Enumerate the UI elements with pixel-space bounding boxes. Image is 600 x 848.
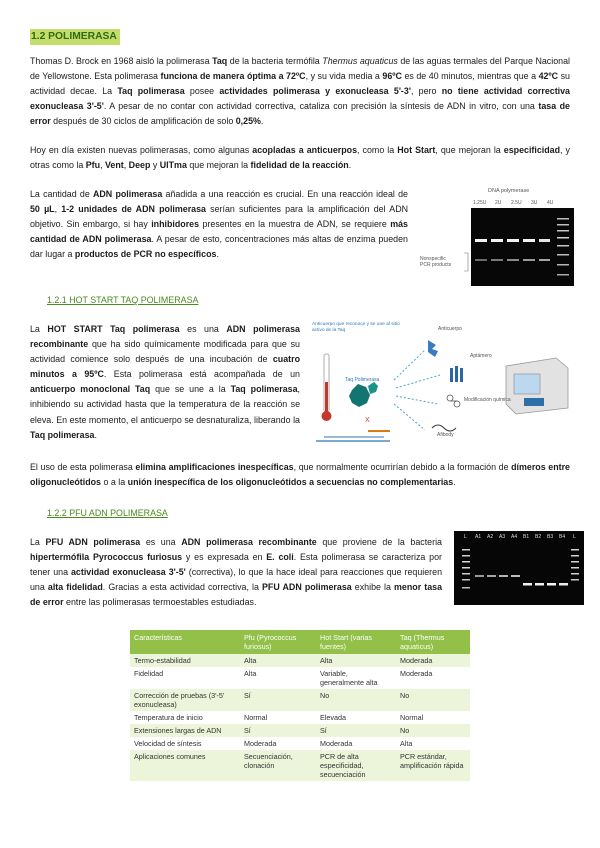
table-cell: Alta [240, 667, 316, 689]
diagram-label-chemical: Modificación química [464, 397, 511, 403]
paragraph-polymerase-amount: La cantidad de ADN polimerasa añadida a una reacción es crucial. En una reacción ideal de 50 µL, 1-2 unidades de ADN polimerasa serían suficientes para la amplificación del ADN objetivo. Sin embargo, si hay inhibidores presentes en la muestra de ADN, se requiere más cantidad de ADN polimerasa. A pesar de esto, concentraciones más altas de enzima pueden dar lugar a productos de PCR no específicos. [30, 189, 409, 260]
gel-title: DNA polymerase [488, 188, 530, 194]
gel-lane-label: 2U [495, 200, 502, 206]
diagram-label-aptamer: Aptámero [470, 353, 492, 359]
bracket-icon [463, 252, 472, 272]
subheading-pfu: 1.2.2 PFU ADN POLIMERASA [47, 508, 168, 518]
gel-lane-label: A1 [475, 534, 482, 540]
table-row [130, 750, 470, 781]
gel-lane-label: B3 [547, 534, 554, 540]
table-cell: No [396, 689, 470, 711]
table-cell: Normal [396, 711, 470, 724]
table-cell: Fidelidad [130, 667, 240, 689]
table-cell: Sí [316, 724, 396, 737]
table-row [130, 737, 470, 750]
table-cell: Aplicaciones comunes [130, 750, 240, 781]
gel-photo [471, 208, 574, 286]
diagram-label-antibody: Anticuerpo [438, 326, 462, 332]
table-cell: Moderada [396, 654, 470, 667]
gel-lane-label: 1.25U [473, 200, 487, 206]
gel-lane-label: A4 [511, 534, 518, 540]
section-heading-polimerasa: 1.2 POLIMERASA [30, 29, 120, 45]
table-cell: Alta [396, 737, 470, 750]
table-cell: Alta [240, 654, 316, 667]
gel-lane-label: A2 [487, 534, 494, 540]
paragraph-modern-polymerases: Hoy en día existen nuevas polimerasas, como algunas acopladas a anticuerpos, como la Hot Start, que mejoran la especificidad, y otras como la Pfu, Vent, Deep y UlTma que mejoran la fidelidad de la reacción. [30, 145, 570, 171]
gel-lane-label: 2.5U [511, 200, 522, 206]
table-cell: Variable, generalmente alta [316, 667, 396, 689]
table-row [130, 689, 470, 711]
table-row [130, 654, 470, 667]
svg-text:X: X [365, 417, 370, 424]
gel-photo-pfu [454, 531, 584, 605]
gel-lane-label: B2 [535, 534, 542, 540]
table-header-cell: Hot Start (varias fuentes) [316, 630, 396, 654]
diagram-label-affibody: Afibody [437, 432, 454, 438]
table-cell: Velocidad de síntesis [130, 737, 240, 750]
subheading-hot-start: 1.2.1 HOT START TAQ POLIMERASA [47, 295, 199, 305]
gel-side-label: Nonspecific [420, 256, 446, 262]
table-row [130, 724, 470, 737]
diagram-illustration [310, 340, 578, 446]
table-header-cell: Taq (Thermus aquaticus) [396, 630, 470, 654]
gel-lane-label: L [464, 534, 467, 540]
comparison-table [130, 630, 470, 781]
table-row [130, 711, 470, 724]
table-cell: Secuenciación, clonación [240, 750, 316, 781]
table-cell: No [396, 724, 470, 737]
gel-lane-label: B1 [523, 534, 530, 540]
table-cell: Temperatura de inicio [130, 711, 240, 724]
taq-label: Taq Polimerasa [345, 377, 380, 383]
gel-lane-label: L [573, 534, 576, 540]
table-header-cell: Características [130, 630, 240, 654]
table-cell: Moderada [396, 667, 470, 689]
table-cell: PCR de alta especificidad, secuenciación [316, 750, 396, 781]
table-cell: No [316, 689, 396, 711]
table-cell: Moderada [240, 737, 316, 750]
table-header-cell: Pfu (Pyrococcus furiosus) [240, 630, 316, 654]
gel-side-label: PCR products [420, 262, 452, 268]
table-cell: Alta [316, 654, 396, 667]
diagram-caption: Anticuerpo que reconoce y se une al sitio activo de la Taq [312, 322, 400, 333]
table-cell: PCR estándar, amplificación rápida [396, 750, 470, 781]
table-cell: Extensiones largas de ADN [130, 724, 240, 737]
paragraph-pfu: La PFU ADN polimerasa es una ADN polimerasa recombinante que proviene de la bacteria hipertermófila Pyrococcus furiosus y es expresada en E. coli. Esta polimerasa se caracteriza por tener una actividad exonucleasa 3'-5' (correctiva), lo que la hace ideal para reacciones que requieren una alta fidelidad. Gracias a esta actividad correctiva, la PFU ADN polimerasa exhibe la menor tasa de error entre las polimerasas termoestables estudiadas. [30, 537, 443, 608]
gel-lane-label: A3 [499, 534, 506, 540]
table-cell: Sí [240, 724, 316, 737]
table-cell: Moderada [316, 737, 396, 750]
gel-lane-label: 4U [547, 200, 554, 206]
gel-lane-label: 3U [531, 200, 538, 206]
table-header-row [130, 630, 470, 654]
paragraph-nonspecific-amp: El uso de esta polimerasa elimina amplificaciones inespecíficas, que normalmente ocurrirían debido a la formación de dímeros entre oligonucleótidos o a la unión inespecífica de los oligonucleótidos a secuencias no complementarias. [30, 462, 570, 488]
paragraph-hot-start: La HOT START Taq polimerasa es una ADN polimerasa recombinante que ha sido químicamente modificada para que su actividad comience solo después de una incubación de cuatro minutos a 95ºC. Esta polimerasa está acompañada de un anticuerpo monoclonal Taq que se une a la Taq polimerasa, inhibiendo su actividad hasta que la temperatura de la reacción se eleva. En este momento, el anticuerpo se desnaturaliza, liberando la Taq polimerasa. [30, 324, 300, 440]
paragraph-taq-intro: Thomas D. Brock en 1968 aisló la polimerasa Taq de la bacteria termófila Thermus aquaticus de las aguas termales del Parque Nacional de Yellowstone. Esta polimerasa funciona de manera óptima a 72ºC, y su vida media a 96ºC es de 40 minutos, mientras que a 42ºC su actividad decae. La Taq polimerasa posee actividades polimerasa y exonucleasa 5'-3', pero no tiene actividad correctiva exonucleasa 3'-5'. A pesar de no contar con actividad correctiva, cataliza con precisión la síntesis de ADN in vitro, con una tasa de error después de 30 ciclos de amplificación de solo 0,25%. [30, 56, 570, 127]
gel-lane-label: B4 [559, 534, 566, 540]
table-cell: Sí [240, 689, 316, 711]
table-cell: Termo-estabilidad [130, 654, 240, 667]
table-cell: Elevada [316, 711, 396, 724]
table-cell: Corrección de pruebas (3'-5' exonucleasa) [130, 689, 240, 711]
table-row [130, 667, 470, 689]
table-cell: Normal [240, 711, 316, 724]
